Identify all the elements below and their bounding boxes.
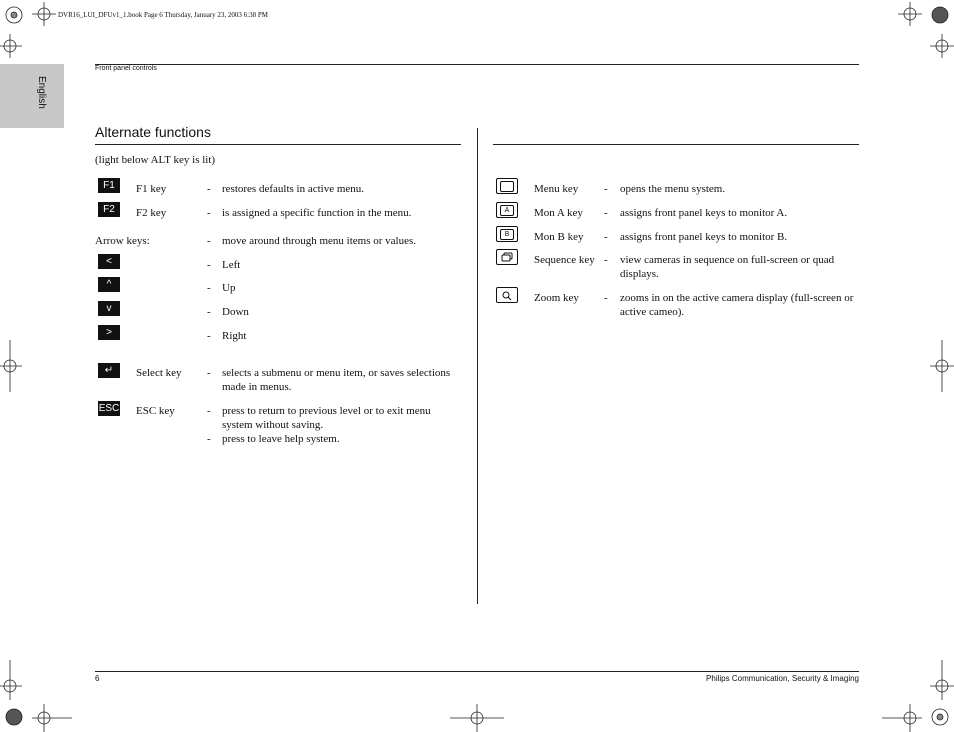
dash: - (207, 282, 211, 294)
arrow-keys-label: Arrow keys: (95, 235, 150, 247)
footer-company: Philips Communication, Security & Imaging (706, 674, 859, 683)
up-arrow-icon: ^ (98, 277, 120, 292)
dash: - (207, 259, 211, 271)
mon-b-icon-inner: B (500, 229, 514, 240)
menu-key-desc: opens the menu system. (620, 183, 726, 195)
running-head: Front panel controls (95, 65, 157, 72)
mon-b-key-name: Mon B key (534, 231, 584, 243)
page-number: 6 (95, 674, 100, 683)
zoom-key-desc-2: active cameo). (620, 306, 685, 318)
menu-icon (496, 178, 518, 194)
dash: - (604, 292, 608, 304)
sequence-icon (496, 249, 518, 265)
dash: - (207, 306, 211, 318)
print-header: DVR16_LUI_DFUv1_1.book Page 6 Thursday, January 23, 2003 6:38 PM (58, 11, 268, 19)
mon-a-icon (496, 202, 518, 218)
esc-key-desc-3: press to leave help system. (222, 433, 340, 445)
sequence-key-desc-1: view cameras in sequence on full-screen or quad (620, 254, 835, 266)
mon-b-icon (496, 226, 518, 242)
dash: - (207, 183, 211, 195)
zoom-icon (496, 287, 518, 303)
select-key-desc-2: made in menus. (222, 381, 292, 393)
f2-key-icon: F2 (98, 202, 120, 217)
header-rule (95, 64, 859, 65)
down-arrow-label: Down (222, 306, 249, 318)
esc-key-desc-1: press to return to previous level or to exit menu (222, 405, 431, 417)
dash: - (207, 367, 211, 379)
left-arrow-label: Left (222, 259, 241, 271)
sequence-icon-glyph (500, 252, 514, 263)
select-key-name: Select key (136, 367, 182, 379)
right-arrow-label: Right (222, 330, 247, 342)
dash: - (207, 433, 211, 445)
f1-key-desc: restores defaults in active menu. (222, 183, 365, 195)
language-tab (0, 64, 64, 128)
menu-key-name: Menu key (534, 183, 579, 195)
dash: - (604, 183, 608, 195)
f1-key-icon: F1 (98, 178, 120, 193)
select-key-icon: ↵ (98, 363, 120, 378)
f2-key-name: F2 key (136, 207, 167, 219)
f2-key-desc: is assigned a specific function in the menu. (222, 207, 412, 219)
mon-a-key-name: Mon A key (534, 207, 583, 219)
language-tab-label: English (36, 76, 47, 109)
dash: - (604, 254, 608, 266)
esc-key-name: ESC key (136, 405, 175, 417)
arrow-keys-desc: move around through menu items or values. (222, 235, 416, 247)
sequence-key-desc-2: displays. (620, 268, 659, 280)
left-arrow-icon: < (98, 254, 120, 269)
mon-b-key-desc: assigns front panel keys to monitor B. (620, 231, 788, 243)
zoom-key-name: Zoom key (534, 292, 579, 304)
section-rule-right (493, 144, 859, 145)
menu-icon-inner (500, 181, 514, 192)
footer-rule (95, 671, 859, 672)
dash: - (604, 231, 608, 243)
sequence-key-name: Sequence key (534, 254, 595, 266)
select-key-desc-1: selects a submenu or menu item, or saves selections (222, 367, 451, 379)
down-arrow-icon: v (98, 301, 120, 316)
dash: - (207, 405, 211, 417)
up-arrow-label: Up (222, 282, 236, 294)
zoom-key-desc-1: zooms in on the active camera display (full-screen or (620, 292, 854, 304)
dash: - (207, 330, 211, 342)
dash: - (207, 235, 211, 247)
esc-key-desc-2: system without saving. (222, 419, 324, 431)
dash: - (207, 207, 211, 219)
mon-a-key-desc: assigns front panel keys to monitor A. (620, 207, 788, 219)
right-arrow-icon: > (98, 325, 120, 340)
f1-key-name: F1 key (136, 183, 167, 195)
dash: - (604, 207, 608, 219)
column-divider (477, 128, 478, 604)
magnifier-icon (500, 290, 514, 301)
subtitle: (light below ALT key is lit) (95, 154, 216, 166)
mon-a-icon-inner: A (500, 205, 514, 216)
section-rule-left (95, 144, 461, 145)
section-title: Alternate functions (95, 124, 211, 140)
esc-key-icon: ESC (98, 403, 120, 414)
